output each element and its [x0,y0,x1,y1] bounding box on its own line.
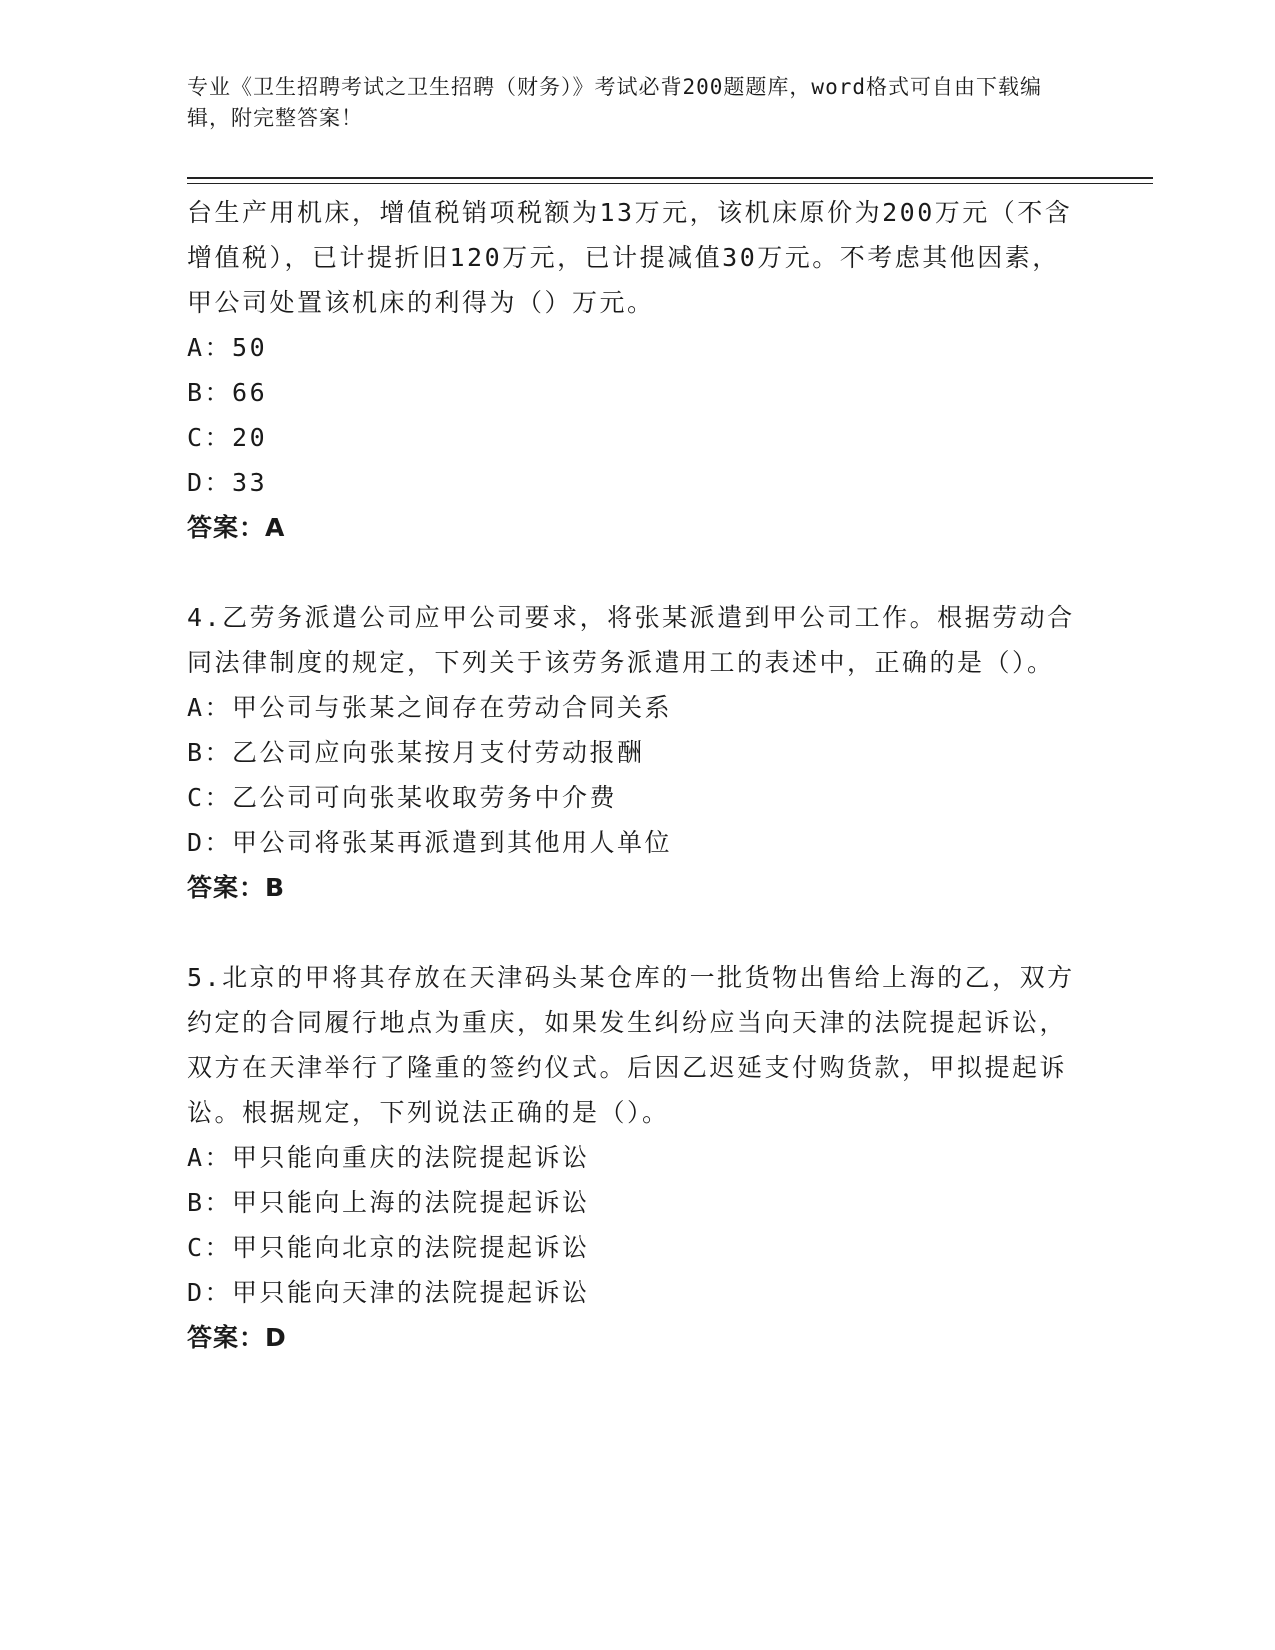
option-a: A：甲只能向重庆的法院提起诉讼 [187,1143,590,1172]
option-b: B：乙公司应向张某按月支付劳动报酬 [187,738,645,767]
question-stem: 4.乙劳务派遣公司应甲公司要求，将张某派遣到甲公司工作。根据劳动合同法律制度的规定，下列关于该劳务派遣用工的表述中，正确的是（）。 [187,603,1075,677]
question-block-5 [187,955,1087,1360]
answer-line: 答案：A [187,513,286,542]
question-stem: 台生产用机床，增值税销项税额为13万元，该机床原价为200万元（不含增值税），已计提折旧120万元，已计提减值30万元。不考虑其他因素，甲公司处置该机床的利得为（）万元。 [187,198,1073,317]
option-d: D：甲只能向天津的法院提起诉讼 [187,1278,590,1307]
header-divider-thin [187,183,1153,184]
option-c: C：甲只能向北京的法院提起诉讼 [187,1233,590,1262]
option-c: C：乙公司可向张某收取劳务中介费 [187,783,618,812]
option-c: C：20 [187,423,268,452]
answer-line: 答案：B [187,873,286,902]
option-b: B：甲只能向上海的法院提起诉讼 [187,1188,590,1217]
option-b: B：66 [187,378,268,407]
option-d: D：33 [187,468,268,497]
question-block-3 [187,190,1087,550]
header-divider-thick [187,177,1153,179]
answer-line: 答案：D [187,1323,287,1352]
option-a: A：甲公司与张某之间存在劳动合同关系 [187,693,673,722]
page-header: 专业《卫生招聘考试之卫生招聘（财务）》考试必背200题题库，word格式可自由下载编辑，附完整答案！ [187,75,1042,130]
question-stem: 5.北京的甲将其存放在天津码头某仓库的一批货物出售给上海的乙，双方约定的合同履行地点为重庆，如果发生纠纷应当向天津的法院提起诉讼，双方在天津举行了隆重的签约仪式。后因乙迟延支付购货款，甲拟提起诉讼。根据规定，下列说法正确的是（）。 [187,963,1075,1127]
question-content [187,190,1087,1360]
option-a: A：50 [187,333,268,362]
spacer [187,550,1087,595]
option-d: D：甲公司将张某再派遣到其他用人单位 [187,828,673,857]
spacer [187,910,1087,955]
question-block-4 [187,595,1087,910]
